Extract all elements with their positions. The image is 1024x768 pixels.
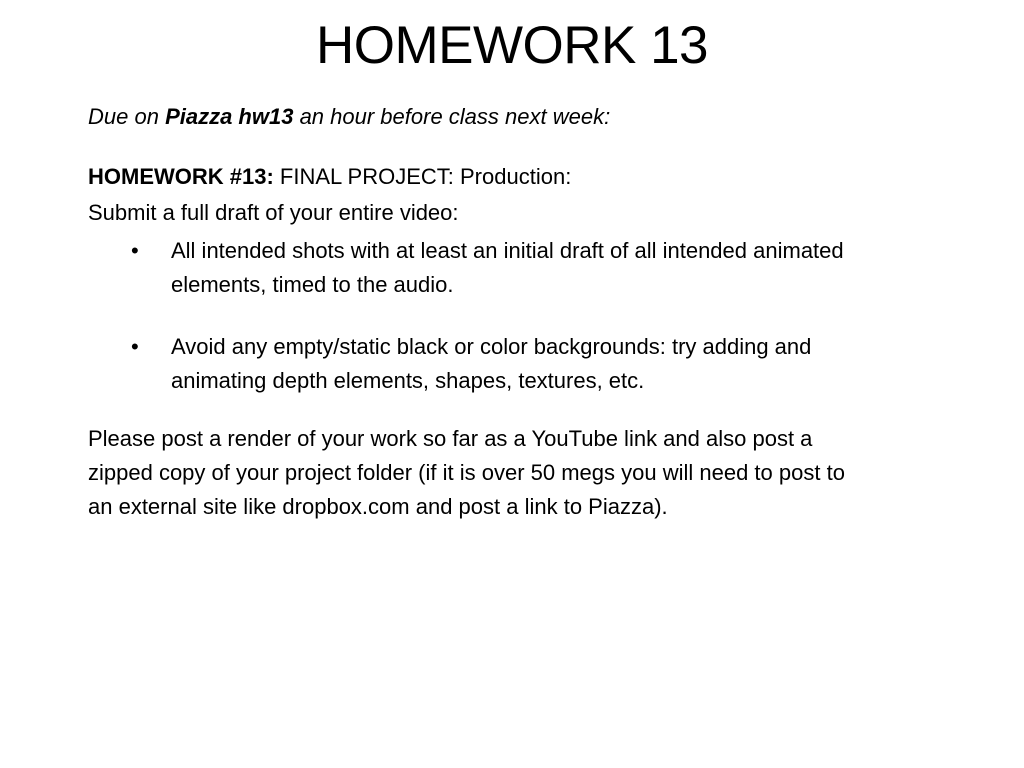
bullet-dot-icon: • (131, 238, 139, 263)
submit-line: Submit a full draft of your entire video: (88, 200, 459, 225)
closing-paragraph: Please post a render of your work so far as a YouTube link and also post a zipped copy of your project folder (if it is over 50 megs you will need to post to an external site like dropbox.com and post a link to Piazza). (88, 426, 845, 519)
bullet-text: Avoid any empty/static black or color backgrounds: try adding and animating depth elements, shapes, textures, etc. (171, 334, 812, 393)
due-suffix: an hour before class next week: (293, 104, 611, 129)
homework-line (88, 160, 888, 194)
due-emphasis: Piazza hw13 (165, 104, 294, 129)
slide-content (88, 100, 888, 524)
bullet-item-shots (88, 234, 888, 302)
due-prefix: Due on (88, 104, 166, 129)
homework-label: HOMEWORK #13: (88, 164, 274, 189)
slide-title: HOMEWORK 13 (315, 16, 709, 75)
due-line (88, 100, 888, 134)
bullet-text: All intended shots with at least an initial draft of all intended animated elements, timed to the audio. (171, 238, 844, 297)
bullet-list (88, 234, 888, 398)
bullet-item-backgrounds (88, 330, 888, 398)
homework-text: FINAL PROJECT: Production: (273, 164, 572, 189)
bullet-dot-icon: • (131, 334, 139, 359)
